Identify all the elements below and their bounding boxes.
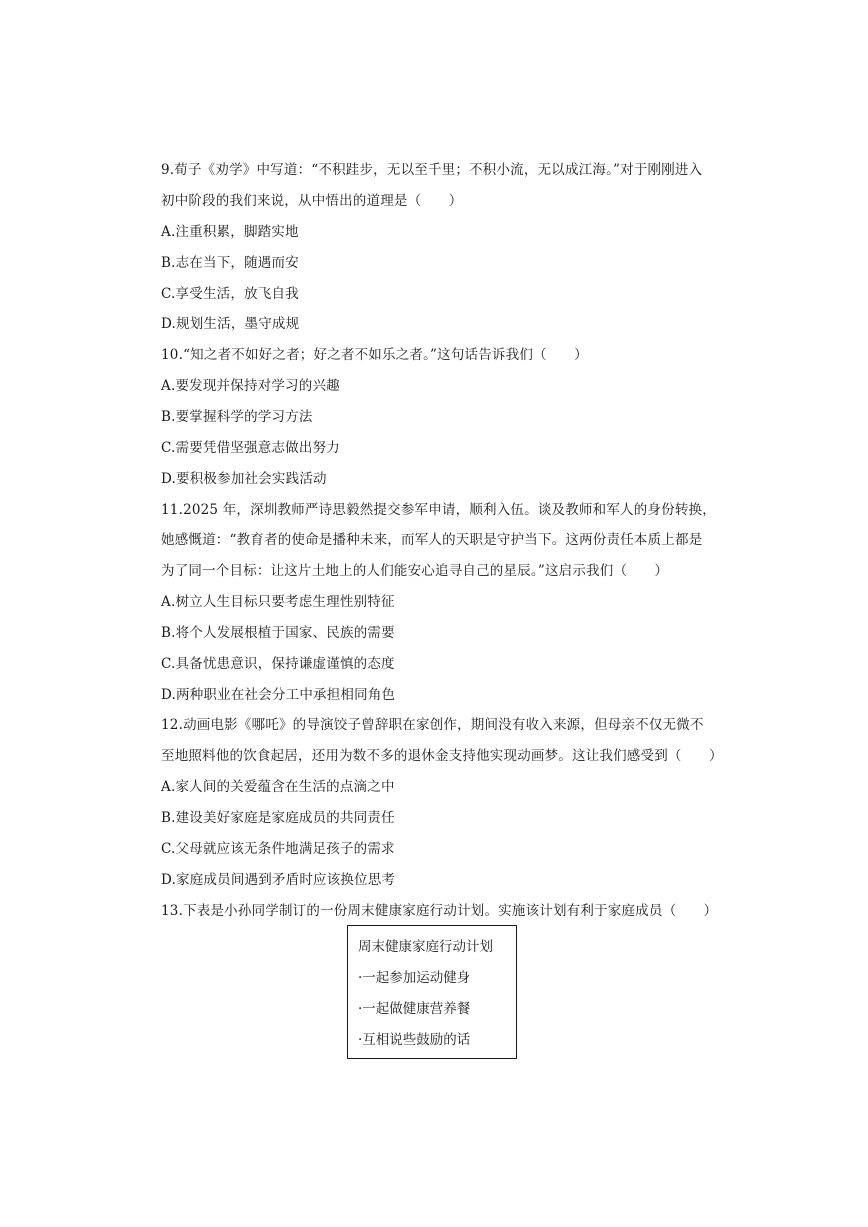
q12-option-b: B.建设美好家庭是家庭成员的共同责任 xyxy=(161,810,395,826)
action-plan-table xyxy=(347,925,517,1059)
q10-stem-line1: 10.“知之者不如好之者；好之者不如乐之者。”这句话告诉我们（ ） xyxy=(161,347,588,363)
plan-item: ·一起做健康营养餐 xyxy=(358,1001,471,1017)
q13-stem-line1: 13.下表是小孙同学制订的一份周末健康家庭行动计划。实施该计划有利于家庭成员（ ） xyxy=(161,903,718,919)
q12-option-a: A.家人间的关爱蕴含在生活的点滴之中 xyxy=(161,779,395,795)
plan-title: 周末健康家庭行动计划 xyxy=(358,939,493,955)
q12-option-c: C.父母就应该无条件地满足孩子的需求 xyxy=(161,841,395,857)
q11-stem-line2: 她感慨道：“教育者的使命是播种未来，而军人的天职是守护当下。这两份责任本质上都是 xyxy=(161,532,703,548)
q11-option-a: A.树立人生目标只要考虑生理性别特征 xyxy=(161,594,395,610)
q9-option-a: A.注重积累，脚踏实地 xyxy=(161,224,299,240)
q10-option-d: D.要积极参加社会实践活动 xyxy=(161,471,327,487)
q9-stem-line1: 9.荀子《劝学》中写道：“不积跬步，无以至千里；不积小流，无以成江海。”对于刚刚进入 xyxy=(161,162,703,178)
q9-option-d: D.规划生活，墨守成规 xyxy=(161,316,300,332)
q9-option-c: C.享受生活，放飞自我 xyxy=(161,286,299,302)
q11-stem-line3: 为了同一个目标：让这片土地上的人们能安心追寻自己的星辰。”这启示我们（ ） xyxy=(161,563,669,579)
q10-option-a: A.要发现并保持对学习的兴趣 xyxy=(161,378,340,394)
q11-option-d: D.两种职业在社会分工中承担相同角色 xyxy=(161,687,396,703)
q11-option-c: C.具备忧患意识，保持谦虚谨慎的态度 xyxy=(161,656,395,672)
plan-item: ·一起参加运动健身 xyxy=(358,970,471,986)
q10-option-c: C.需要凭借坚强意志做出努力 xyxy=(161,440,340,456)
plan-item: ·互相说些鼓励的话 xyxy=(358,1032,471,1048)
q12-stem-line1: 12.动画电影《哪吒》的导演饺子曾辞职在家创作，期间没有收入来源，但母亲不仅无微不 xyxy=(161,717,704,733)
q9-stem-line2: 初中阶段的我们来说，从中悟出的道理是（ ） xyxy=(161,193,463,209)
q10-option-b: B.要掌握科学的学习方法 xyxy=(161,409,313,425)
q11-option-b: B.将个人发展根植于国家、民族的需要 xyxy=(161,625,395,641)
q9-option-b: B.志在当下，随遇而安 xyxy=(161,255,299,271)
q12-option-d: D.家庭成员间遇到矛盾时应该换位思考 xyxy=(161,872,396,888)
q11-stem-line1: 11.2025 年，深圳教师严诗思毅然提交参军申请，顺利入伍。谈及教师和军人的身份转换， xyxy=(161,502,716,518)
q12-stem-line2: 至地照料他的饮食起居，还用为数不多的退休金支持他实现动画梦。这让我们感受到（ ） xyxy=(161,748,723,764)
